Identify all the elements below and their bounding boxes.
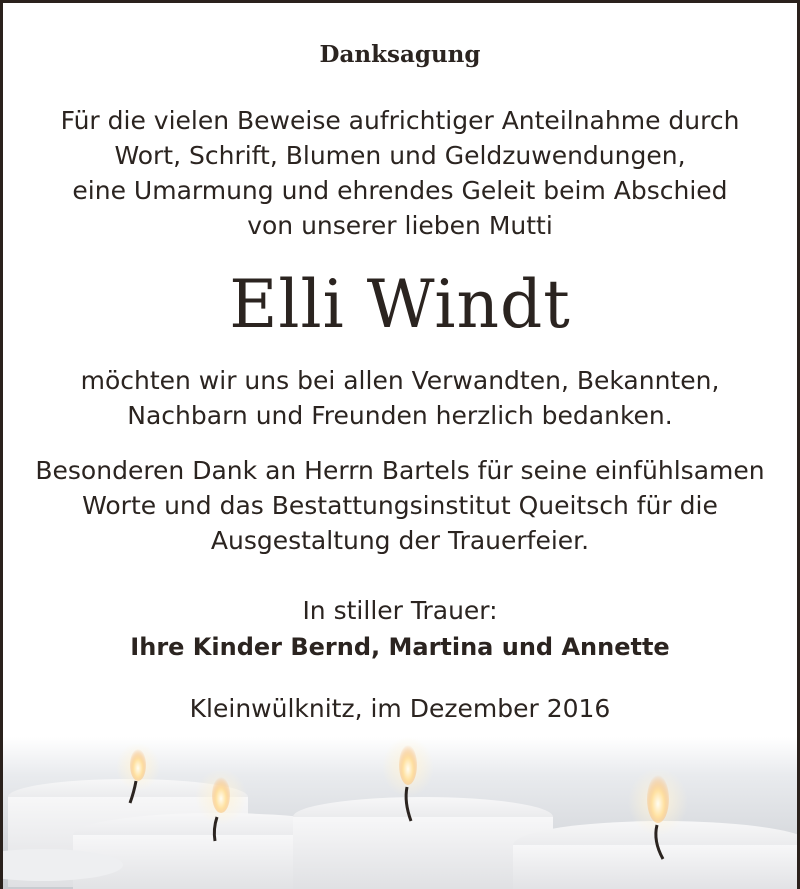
intro-line: Wort, Schrift, Blumen und Geldzuwendungen, xyxy=(114,141,686,170)
intro-line: von unserer lieben Mutti xyxy=(247,211,553,240)
intro-paragraph xyxy=(3,103,797,243)
candles-image xyxy=(3,737,797,889)
special-thanks-line: Besonderen Dank an Herrn Bartels für seine einfühlsamen xyxy=(35,456,765,485)
place-date: Kleinwülknitz, im Dezember 2016 xyxy=(189,694,611,723)
special-thanks-line: Worte und das Bestattungsinstitut Queitsch für die xyxy=(82,491,718,520)
notice-heading: Danksagung xyxy=(319,41,481,68)
thanks-paragraph xyxy=(3,363,797,433)
special-thanks-paragraph xyxy=(3,453,797,558)
thanks-line: Nachbarn und Freunden herzlich bedanken. xyxy=(127,401,673,430)
intro-line: Für die vielen Beweise aufrichtiger Anteilnahme durch xyxy=(60,106,740,135)
special-thanks-line: Ausgestaltung der Trauerfeier. xyxy=(210,526,590,555)
mourners-names: Ihre Kinder Bernd, Martina und Annette xyxy=(130,633,670,661)
intro-line: eine Umarmung und ehrendes Geleit beim Abschied xyxy=(72,176,728,205)
mourning-label: In stiller Trauer: xyxy=(302,596,498,625)
thanks-line: möchten wir uns bei allen Verwandten, Bekannten, xyxy=(80,366,720,395)
deceased-name: Elli Windt xyxy=(229,266,571,343)
